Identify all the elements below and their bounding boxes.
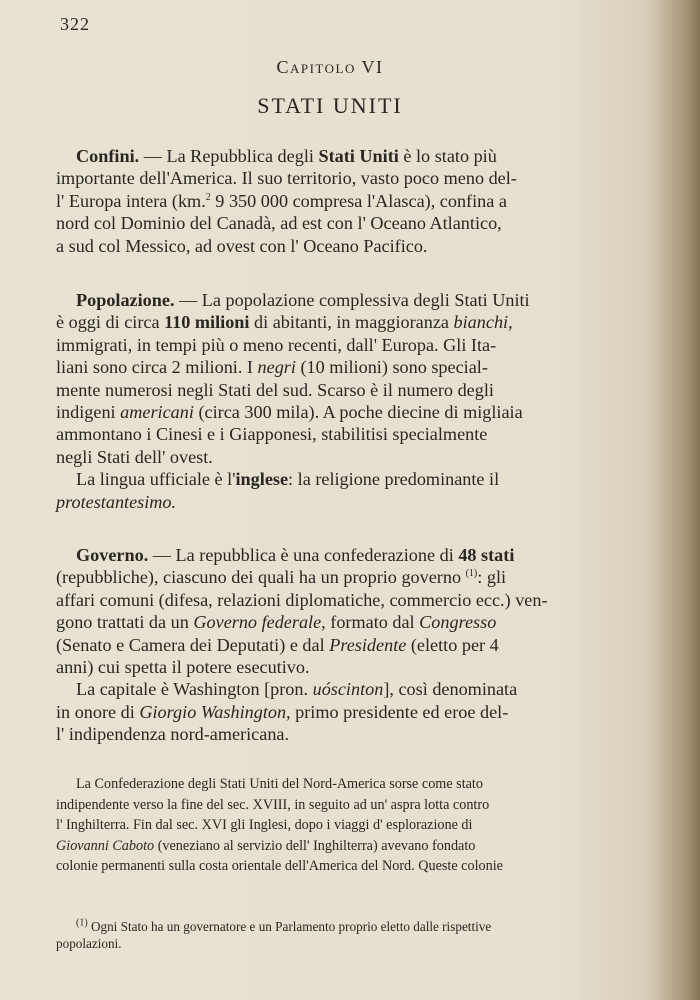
italic-run: Governo federale, xyxy=(193,612,326,633)
text-run: : gli xyxy=(477,567,507,588)
text-run: primo presidente ed eroe del- xyxy=(290,701,509,722)
text-line xyxy=(56,544,626,566)
text-run: in onore di xyxy=(56,701,140,722)
text-line xyxy=(56,401,626,423)
italic-run: protestantesimo. xyxy=(56,491,177,512)
text-run: è lo stato più xyxy=(398,146,497,166)
bold-run: 110 milioni xyxy=(164,312,250,333)
italic-run: Giovanni Caboto xyxy=(56,837,155,854)
footnote-marker: (1) xyxy=(76,917,88,929)
text-line xyxy=(56,468,626,490)
text-run: Ogni Stato ha un governatore e un Parlamento proprio eletto dalle rispettive xyxy=(87,919,492,934)
text-line xyxy=(56,611,626,633)
section-heading-governo: Governo. xyxy=(76,545,149,565)
superscript: 2 xyxy=(205,191,211,203)
text-line xyxy=(56,356,626,378)
text-line xyxy=(56,918,616,935)
text-run: La lingua ufficiale è l' xyxy=(76,469,236,490)
text-run: (Senato e Camera dei Deputati) e dal xyxy=(56,634,330,655)
text-line xyxy=(56,289,626,311)
text-line: indipendente verso la fine del sec. XVIII, in seguito ad un' aspra lotta contro xyxy=(56,796,490,813)
paragraph-storia xyxy=(56,774,616,877)
section-heading-confini: Confini. xyxy=(76,146,140,166)
text-run: (eletto per 4 xyxy=(406,634,499,655)
footnote-reference: (1) xyxy=(465,568,478,580)
text-line: negli Stati dell' ovest. xyxy=(56,446,213,467)
text-line: colonie permanenti sulla costa orientale dell'America del Nord. Queste colonie xyxy=(56,858,503,875)
text-run: indigeni xyxy=(56,402,121,423)
text-run: (circa 300 mila). A poche diecine di migliaia xyxy=(193,402,523,423)
text-run: La capitale è Washington [pron. xyxy=(76,679,313,700)
paragraph-governo xyxy=(56,544,626,746)
text-run: è oggi di circa xyxy=(56,312,165,333)
text-line: popolazioni. xyxy=(56,936,122,951)
text-run: — La popolazione complessiva degli Stati Uniti xyxy=(174,290,530,310)
text-line: ammontano i Cinesi e i Giapponesi, stabilitisi specialmente xyxy=(56,424,488,445)
bold-run: 48 stati xyxy=(458,545,515,565)
text-line: affari comuni (difesa, relazioni diplomatiche, commercio ecc.) ven- xyxy=(56,589,548,610)
text-run: (repubbliche), ciascuno dei quali ha un proprio governo xyxy=(56,567,466,588)
text-run: di abitanti, in maggioranza xyxy=(249,312,454,333)
page-title: STATI UNITI xyxy=(257,93,403,118)
text-line: a sud col Messico, ad ovest con l' Oceano Pacifico. xyxy=(56,235,428,256)
text-run: (10 milioni) sono special- xyxy=(295,357,488,378)
text-line xyxy=(56,836,616,857)
text-line: importante dell'America. Il suo territorio, vasto poco meno del- xyxy=(56,168,517,189)
page-edge-shadow xyxy=(652,0,700,1000)
text-line xyxy=(56,566,626,588)
text-line: nord col Dominio del Canadà, ad est con l' Oceano Atlantico, xyxy=(56,213,502,234)
section-heading-popolazione: Popolazione. xyxy=(76,290,175,310)
text-run: formato dal xyxy=(325,612,420,633)
footnote xyxy=(56,918,616,952)
italic-run: negri xyxy=(257,357,296,378)
text-run: liani sono circa 2 milioni. I xyxy=(56,357,258,378)
paragraph-confini xyxy=(56,145,626,257)
italic-run: Presidente xyxy=(329,634,407,655)
text-line xyxy=(56,491,626,513)
text-line: l' indipendenza nord-americana. xyxy=(56,724,290,745)
italic-run: bianchi, xyxy=(453,312,513,333)
text-line: immigrati, in tempi più o meno recenti, dall' Europa. Gli Ita- xyxy=(56,334,497,355)
text-line: mente numerosi negli Stati del sud. Scarso è il numero degli xyxy=(56,379,494,400)
text-line: La Confederazione degli Stati Uniti del Nord-America sorse come stato xyxy=(76,776,483,792)
text-run: 9 350 000 compresa l'Alasca), confina a xyxy=(210,190,507,211)
italic-run: americani xyxy=(120,402,194,423)
italic-run: Giorgio Washington, xyxy=(139,701,291,722)
chapter-heading: Capitolo VI xyxy=(276,57,384,77)
text-run: (veneziano al servizio dell' Inghilterra) avevano fondato xyxy=(154,837,476,854)
text-line: anni) cui spetta il potere esecutivo. xyxy=(56,657,310,678)
bold-run: inglese xyxy=(235,469,289,490)
italic-run: uóscinton xyxy=(312,679,384,700)
text-run: ], così denominata xyxy=(383,679,518,700)
text-line xyxy=(56,634,626,656)
text-line xyxy=(56,145,626,167)
paragraph-popolazione xyxy=(56,289,626,513)
page-number: 322 xyxy=(60,14,90,34)
text-line: l' Inghilterra. Fin dal sec. XVI gli Inglesi, dopo i viaggi d' esplorazione di xyxy=(56,817,473,834)
text-run: gono trattati da un xyxy=(56,612,194,633)
italic-run: Congresso xyxy=(419,612,497,633)
text-run: — La Repubblica degli xyxy=(139,146,319,166)
bold-run: Stati Uniti xyxy=(318,146,399,166)
text-line xyxy=(56,701,626,723)
text-run: — La repubblica è una confederazione di xyxy=(148,545,459,565)
text-line xyxy=(56,311,626,333)
text-run: : la religione predominante il xyxy=(288,469,500,490)
text-line xyxy=(56,190,626,212)
text-line xyxy=(56,678,626,700)
text-run: l' Europa intera (km. xyxy=(56,190,206,211)
